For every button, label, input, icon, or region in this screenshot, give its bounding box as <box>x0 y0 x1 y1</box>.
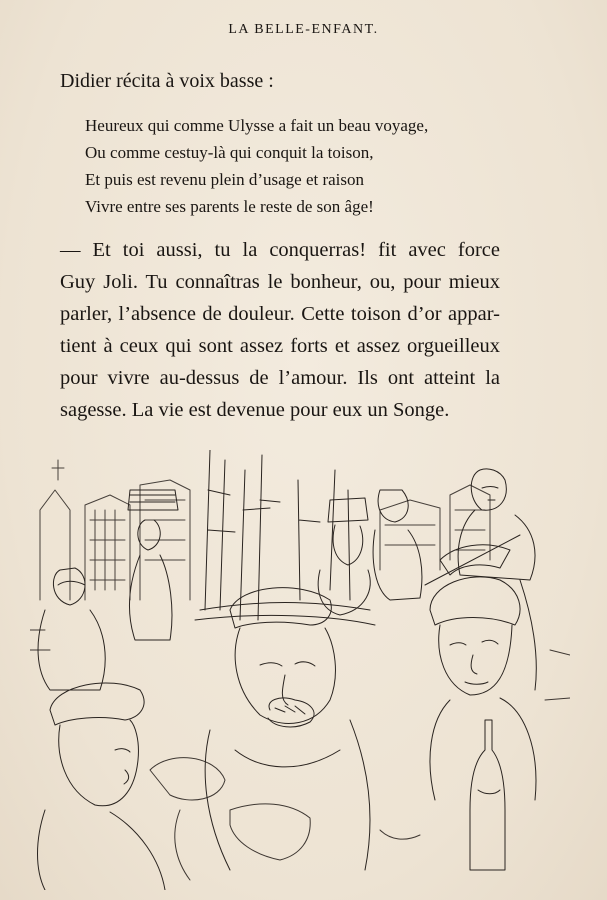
figure-left-man-cap <box>38 683 166 890</box>
figure-violinist <box>425 469 536 690</box>
poem-line: Vivre entre ses parents le reste de son âge! <box>85 197 374 216</box>
harbour-buildings <box>40 460 490 600</box>
prose-line: sagesse. La vie est devenue pour eux un Songe. <box>60 399 450 421</box>
bottle <box>470 720 505 870</box>
prose-line: tient à ceux qui sont assez forts et assez orgueilleux <box>60 335 500 357</box>
intro-line: Didier récita à voix basse : <box>60 70 274 92</box>
figure-woman-basket <box>128 490 178 640</box>
poem-line: Ou comme cestuy-là qui conquit la toison, <box>85 143 374 162</box>
running-head: LA BELLE-ENFANT. <box>228 22 379 37</box>
prose-paragraph <box>60 234 500 426</box>
figure-woman-scarf <box>430 577 536 800</box>
poem-stanza <box>85 112 428 220</box>
prose-line: parler, l’absence de douleur. Cette toison d’or appar- <box>60 303 500 325</box>
ship-masts <box>195 450 375 625</box>
etching-illustration <box>30 450 570 890</box>
prose-line: Guy Joli. Tu connaîtras le bonheur, ou, pour mieux <box>60 271 500 293</box>
prose-line: — Et toi aussi, tu la conquerras! fit avec force <box>60 239 500 261</box>
poem-line: Et puis est revenu plein d’usage et raison <box>85 170 365 189</box>
prose-line: pour vivre au-dessus de l’amour. Ils ont atteint la <box>60 367 500 389</box>
poem-line: Heureux qui comme Ulysse a fait un beau voyage, <box>85 116 429 135</box>
figure-central-man <box>205 588 370 870</box>
foreground-figures <box>30 630 570 880</box>
